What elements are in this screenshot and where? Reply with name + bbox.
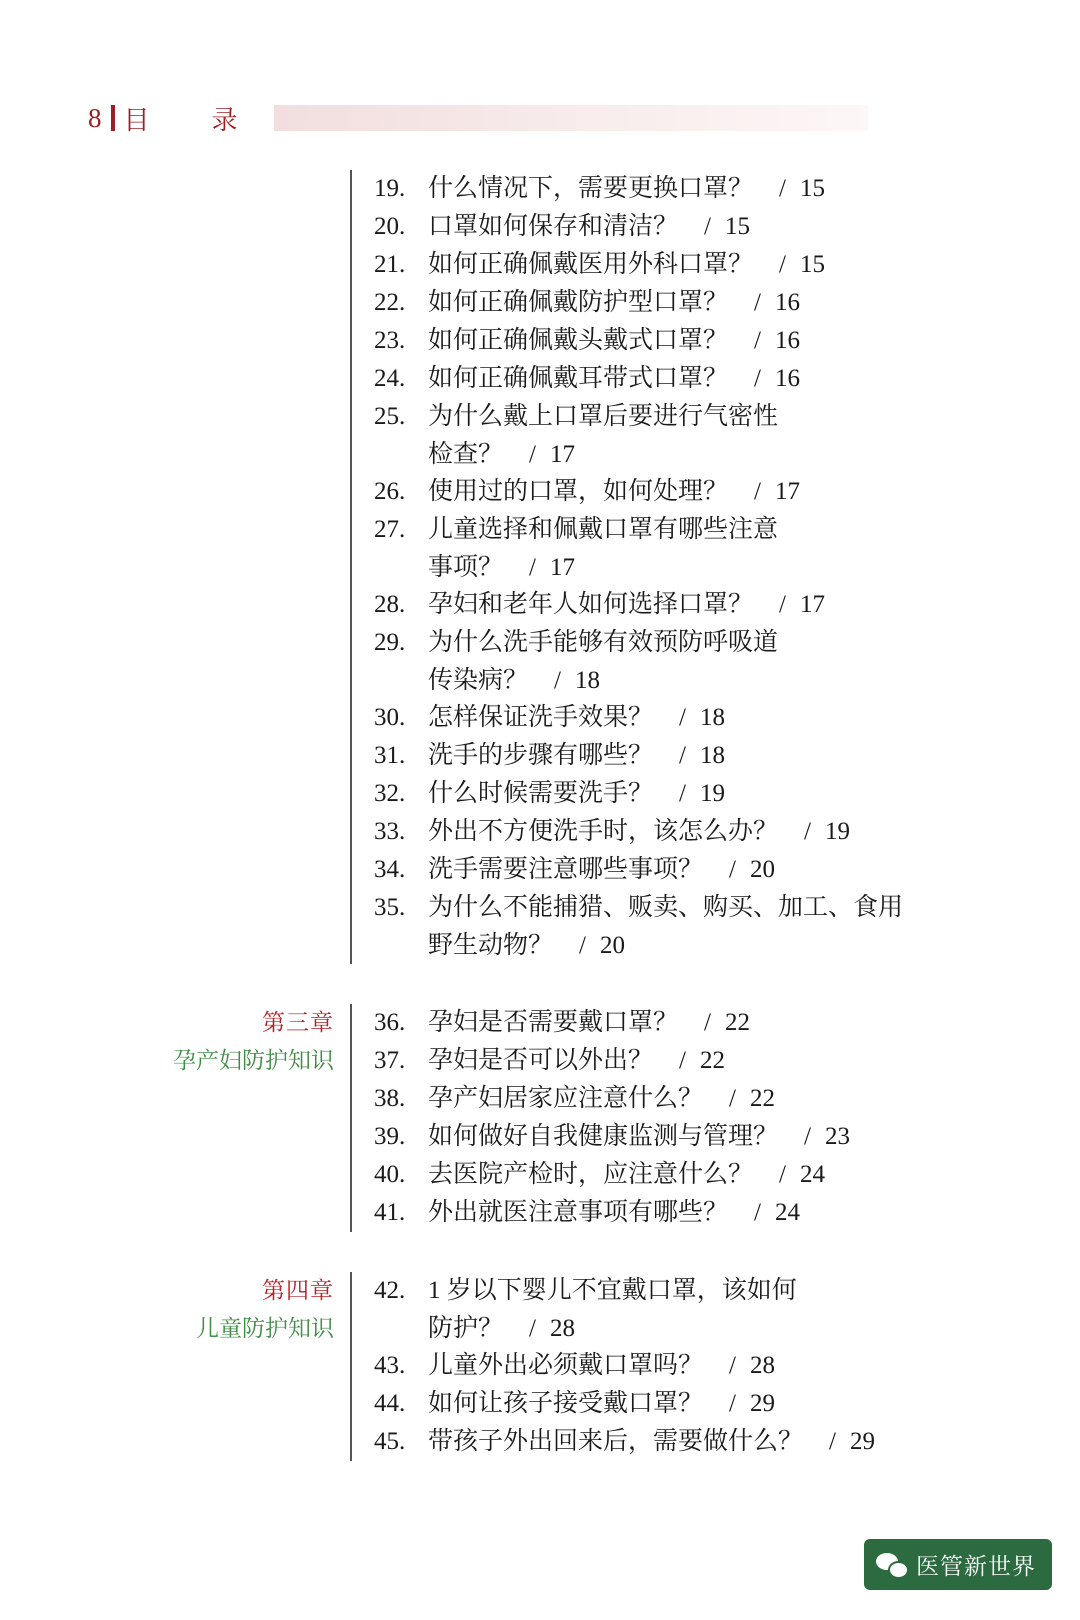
toc-entry-page: 28 <box>749 1352 775 1379</box>
toc-entry[interactable] <box>374 586 1010 623</box>
toc-entry-continuation[interactable] <box>374 662 1010 699</box>
toc-entry-page: 16 <box>774 289 800 316</box>
toc-entry[interactable] <box>374 1156 1010 1193</box>
toc-entry[interactable] <box>374 851 1010 888</box>
toc-entry-page: 18 <box>699 742 725 769</box>
toc-entry-number: 28. <box>374 591 406 618</box>
toc-entry-list <box>350 170 1010 964</box>
toc-entry-separator: / <box>529 554 536 581</box>
toc-entry[interactable] <box>374 511 1010 548</box>
toc-entry-separator: / <box>729 856 736 883</box>
toc-entry-page: 17 <box>549 554 575 581</box>
toc-entry-page: 29 <box>849 1428 875 1455</box>
toc-entry-separator: / <box>679 704 686 731</box>
chapter-subtitle: 儿童防护知识 <box>196 1316 334 1341</box>
toc-entry-page: 20 <box>599 932 625 959</box>
toc-entry-text-wrapped: 检查？ <box>428 441 504 468</box>
toc-entry-page: 19 <box>824 818 850 845</box>
toc-entry-separator: / <box>729 1352 736 1379</box>
toc-entry-separator: / <box>754 365 761 392</box>
toc-entry-page: 22 <box>724 1009 750 1036</box>
toc-entry-text: 洗手的步骤有哪些？ <box>428 742 654 769</box>
toc-entry-text: 什么情况下，需要更换口罩？ <box>428 175 754 202</box>
toc-group <box>150 1272 1010 1461</box>
toc-entry-continuation[interactable] <box>374 549 1010 586</box>
toc-entry[interactable] <box>374 1347 1010 1384</box>
table-of-contents <box>150 170 1010 1461</box>
toc-entry-text: 儿童外出必须戴口罩吗？ <box>428 1352 704 1379</box>
toc-entry-separator: / <box>679 742 686 769</box>
toc-entry-number: 26. <box>374 478 406 505</box>
toc-entry-separator: / <box>754 289 761 316</box>
toc-entry-separator: / <box>679 780 686 807</box>
toc-entry-text: 孕妇是否需要戴口罩？ <box>428 1009 679 1036</box>
toc-entry-number: 19. <box>374 175 406 202</box>
toc-entry-text: 儿童选择和佩戴口罩有哪些注意 <box>428 516 779 543</box>
toc-entry-number: 29. <box>374 629 406 656</box>
toc-entry-page: 18 <box>574 667 600 694</box>
toc-entry[interactable] <box>374 889 1010 926</box>
toc-entry-number: 42. <box>374 1277 406 1304</box>
toc-entry-list <box>350 1272 1010 1461</box>
toc-entry-text-wrapped: 防护？ <box>428 1315 504 1342</box>
chapter-title: 第三章 <box>262 1010 334 1035</box>
toc-entry-number: 32. <box>374 780 406 807</box>
toc-entry-text: 如何正确佩戴耳带式口罩？ <box>428 365 729 392</box>
toc-entry[interactable] <box>374 170 1010 207</box>
toc-entry-page: 16 <box>774 365 800 392</box>
chapter-heading <box>150 1272 350 1348</box>
toc-entry-page: 18 <box>699 704 725 731</box>
toc-entry-number: 33. <box>374 818 406 845</box>
toc-entry[interactable] <box>374 208 1010 245</box>
toc-entry[interactable] <box>374 1004 1010 1041</box>
toc-entry-list <box>350 1004 1010 1232</box>
toc-entry-text: 使用过的口罩，如何处理？ <box>428 478 729 505</box>
toc-entry-page: 16 <box>774 327 800 354</box>
toc-entry-number: 21. <box>374 251 406 278</box>
toc-entry[interactable] <box>374 360 1010 397</box>
toc-entry-separator: / <box>679 1047 686 1074</box>
toc-entry-text: 口罩如何保存和清洁？ <box>428 213 679 240</box>
toc-entry[interactable] <box>374 1272 1010 1309</box>
toc-entry-number: 34. <box>374 856 406 883</box>
wechat-account-name: 医管新世界 <box>916 1553 1036 1579</box>
toc-entry-number: 25. <box>374 403 406 430</box>
toc-entry[interactable] <box>374 473 1010 510</box>
toc-entry-text: 如何做好自我健康监测与管理？ <box>428 1123 779 1150</box>
toc-entry-text-wrapped: 传染病？ <box>428 667 529 694</box>
toc-entry-separator: / <box>779 1161 786 1188</box>
toc-entry-separator: / <box>754 478 761 505</box>
chapter-title: 第四章 <box>262 1278 334 1303</box>
toc-entry-number: 38. <box>374 1085 406 1112</box>
toc-entry-page: 15 <box>799 175 825 202</box>
toc-entry-number: 24. <box>374 365 406 392</box>
toc-entry-separator: / <box>804 1123 811 1150</box>
toc-entry-separator: / <box>779 175 786 202</box>
toc-group <box>150 1004 1010 1232</box>
toc-entry[interactable] <box>374 1042 1010 1079</box>
toc-entry-separator: / <box>729 1085 736 1112</box>
toc-entry-page: 24 <box>799 1161 825 1188</box>
toc-entry-number: 35. <box>374 894 406 921</box>
toc-entry[interactable] <box>374 1423 1010 1460</box>
toc-entry-number: 20. <box>374 213 406 240</box>
toc-entry-page: 29 <box>749 1390 775 1417</box>
toc-entry-number: 45. <box>374 1428 406 1455</box>
toc-entry-text: 为什么戴上口罩后要进行气密性 <box>428 403 779 430</box>
toc-entry[interactable] <box>374 246 1010 283</box>
toc-entry-page: 17 <box>549 441 575 468</box>
page-number: 8 <box>88 102 102 133</box>
toc-entry-number: 23. <box>374 327 406 354</box>
toc-entry-number: 31. <box>374 742 406 769</box>
toc-entry-number: 37. <box>374 1047 406 1074</box>
toc-entry-text: 如何正确佩戴防护型口罩？ <box>428 289 729 316</box>
toc-entry-page: 22 <box>699 1047 725 1074</box>
toc-entry-page: 24 <box>774 1199 800 1226</box>
toc-entry-text: 孕妇是否可以外出？ <box>428 1047 654 1074</box>
chapter-subtitle: 孕产妇防护知识 <box>173 1048 334 1073</box>
toc-entry-page: 17 <box>799 591 825 618</box>
toc-entry-continuation[interactable] <box>374 1310 1010 1347</box>
toc-entry-text: 带孩子外出回来后，需要做什么？ <box>428 1428 804 1455</box>
toc-entry-separator: / <box>779 591 786 618</box>
toc-entry-separator: / <box>729 1390 736 1417</box>
toc-entry[interactable] <box>374 775 1010 812</box>
toc-entry[interactable] <box>374 624 1010 661</box>
toc-entry-text-wrapped: 野生动物？ <box>428 932 554 959</box>
toc-entry-separator: / <box>579 932 586 959</box>
toc-entry-text: 为什么不能捕猎、贩卖、购买、加工、食用 <box>428 894 904 921</box>
toc-entry-separator: / <box>554 667 561 694</box>
toc-entry-continuation[interactable] <box>374 927 1010 964</box>
toc-entry[interactable] <box>374 1118 1010 1155</box>
toc-entry-number: 40. <box>374 1161 406 1188</box>
toc-entry-page: 20 <box>749 856 775 883</box>
toc-entry[interactable] <box>374 699 1010 736</box>
toc-entry-separator: / <box>804 818 811 845</box>
toc-entry-number: 36. <box>374 1009 406 1036</box>
toc-entry-text: 外出就医注意事项有哪些？ <box>428 1199 729 1226</box>
toc-entry-separator: / <box>754 327 761 354</box>
toc-entry[interactable] <box>374 322 1010 359</box>
toc-entry-text: 外出不方便洗手时，该怎么办？ <box>428 818 779 845</box>
toc-entry-number: 27. <box>374 516 406 543</box>
toc-entry-separator: / <box>779 251 786 278</box>
toc-entry[interactable] <box>374 737 1010 774</box>
toc-entry[interactable] <box>374 813 1010 850</box>
toc-entry-page: 19 <box>699 780 725 807</box>
header-rule <box>274 105 868 131</box>
toc-entry-separator: / <box>754 1199 761 1226</box>
toc-entry-separator: / <box>529 1315 536 1342</box>
toc-entry-text: 如何正确佩戴医用外科口罩？ <box>428 251 754 278</box>
toc-entry-text: 洗手需要注意哪些事项？ <box>428 856 704 883</box>
toc-entry-text: 如何正确佩戴头戴式口罩？ <box>428 327 729 354</box>
toc-entry-number: 22. <box>374 289 406 316</box>
chapter-heading <box>150 1004 350 1080</box>
toc-entry-page: 15 <box>799 251 825 278</box>
toc-entry[interactable] <box>374 284 1010 321</box>
toc-entry-separator: / <box>704 213 711 240</box>
toc-entry-page: 28 <box>549 1315 575 1342</box>
toc-entry-separator: / <box>829 1428 836 1455</box>
toc-entry-text: 孕妇和老年人如何选择口罩？ <box>428 591 754 618</box>
toc-entry-text: 怎样保证洗手效果？ <box>428 704 654 731</box>
toc-entry[interactable] <box>374 1194 1010 1231</box>
toc-entry-text: 去医院产检时，应注意什么？ <box>428 1161 754 1188</box>
toc-entry-number: 39. <box>374 1123 406 1150</box>
toc-entry-text: 什么时候需要洗手？ <box>428 780 654 807</box>
toc-entry-text: 1 岁以下婴儿不宜戴口罩，该如何 <box>428 1277 797 1304</box>
toc-entry-number: 43. <box>374 1352 406 1379</box>
toc-group <box>150 170 1010 964</box>
wechat-icon <box>876 1552 906 1578</box>
toc-entry-text: 如何让孩子接受戴口罩？ <box>428 1390 704 1417</box>
page-title: 目 录 <box>123 105 256 135</box>
toc-entry-page: 23 <box>824 1123 850 1150</box>
toc-entry-text: 孕产妇居家应注意什么？ <box>428 1085 704 1112</box>
toc-entry-text: 为什么洗手能够有效预防呼吸道 <box>428 629 779 656</box>
toc-entry[interactable] <box>374 398 1010 435</box>
toc-entry-text-wrapped: 事项？ <box>428 554 504 581</box>
toc-entry-separator: / <box>704 1009 711 1036</box>
toc-entry-page: 17 <box>774 478 800 505</box>
toc-entry-number: 44. <box>374 1390 406 1417</box>
toc-entry-continuation[interactable] <box>374 436 1010 473</box>
toc-entry-number: 30. <box>374 704 406 731</box>
toc-entry-number: 41. <box>374 1199 406 1226</box>
toc-entry-page: 15 <box>724 213 750 240</box>
page-header <box>88 95 868 141</box>
toc-entry-page: 22 <box>749 1085 775 1112</box>
toc-entry-separator: / <box>529 441 536 468</box>
folio-divider <box>111 105 115 131</box>
toc-entry[interactable] <box>374 1385 1010 1422</box>
wechat-watermark <box>864 1539 1052 1590</box>
toc-entry[interactable] <box>374 1080 1010 1117</box>
